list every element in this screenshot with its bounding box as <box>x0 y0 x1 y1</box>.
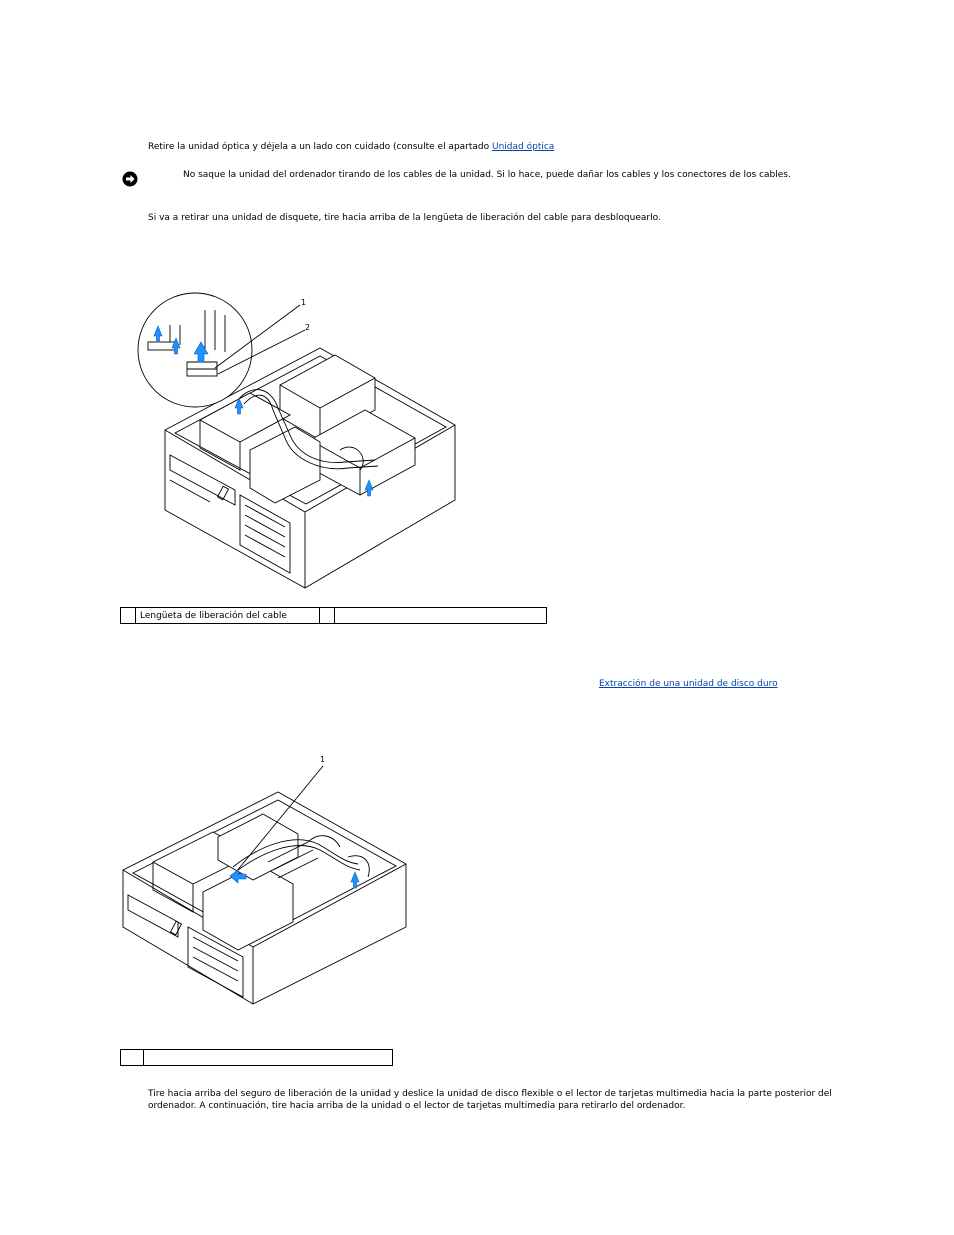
legend-num-cell <box>121 608 136 624</box>
step-optical-drive <box>148 141 554 153</box>
step-release-line-2: ordenador. A continuación, tire hacia arriba de la unidad o el lector de tarjetas multimedia para retirarlo del ordenador. <box>148 1101 686 1111</box>
hdd-removal-link[interactable]: Extracción de una unidad de disco duro <box>599 679 778 689</box>
optical-drive-link[interactable]: Unidad óptica <box>492 142 555 152</box>
legend-label-cell: Lengüeta de liberación del cable <box>136 608 320 624</box>
callout-1: 1 <box>320 755 326 764</box>
step-release-latch <box>148 1088 832 1112</box>
callout-2: 2 <box>305 323 311 332</box>
legend-label-cell-2 <box>335 608 547 624</box>
figure-floppy-cable-release <box>130 290 470 590</box>
legend-num-cell <box>121 1050 144 1066</box>
legend-num-cell-2 <box>320 608 335 624</box>
figure-drive-cable <box>118 752 418 1007</box>
step-floppy-cable: Si va a retirar una unidad de disquete, tire hacia arriba de la lengüeta de liberación del cable para desbloquearlo. <box>148 213 661 223</box>
callout-1: 1 <box>301 298 307 307</box>
figure-2-illustration <box>118 752 418 1007</box>
notice-text: No saque la unidad del ordenador tirando de los cables de la unidad. Si lo hace, puede dañar los cables y los conectores de los cables. <box>183 170 791 180</box>
legend-table-2 <box>120 1049 393 1066</box>
notice-icon <box>122 171 138 187</box>
step-optical-text: Retire la unidad óptica y déjela a un lado con cuidado (consulte el apartado <box>148 142 493 152</box>
table-row <box>121 1050 393 1066</box>
legend-table-1 <box>120 607 547 624</box>
legend-label-cell <box>144 1050 393 1066</box>
step-release-line-1: Tire hacia arriba del seguro de liberación de la unidad y deslice la unidad de disco flexible o el lector de tarjetas multimedia hacia la parte posterior del <box>148 1089 832 1099</box>
figure-1-illustration <box>130 290 470 590</box>
table-row <box>121 608 547 624</box>
